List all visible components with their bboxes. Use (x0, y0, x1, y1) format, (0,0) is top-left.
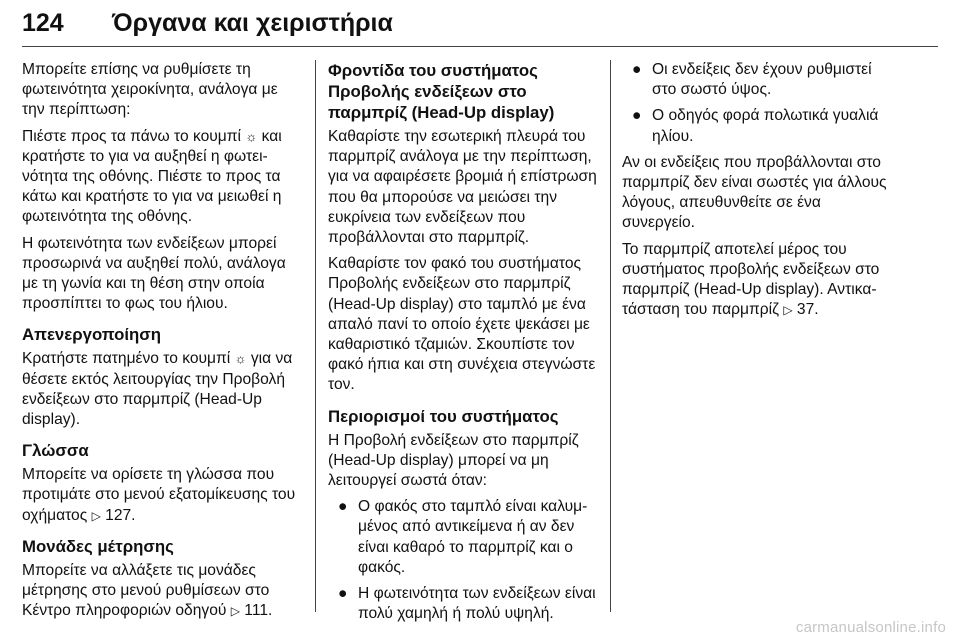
bullet-icon: ● (338, 498, 348, 516)
paragraph-windshield-part: Το παρμπρίζ αποτελεί μέρος του συστήματος προβολής ενδείξεων στο παρμπρίζ (Head-Up display). Αντικατάσταση του παρμπρίζ ▷ 37. (622, 240, 880, 319)
page-header (22, 6, 938, 46)
heading-language: Γλώσσα (22, 441, 89, 461)
list-item: ● Η φωτεινότητα των ενδείξεων είναι πολύ χαμηλή ή πολύ υψηλή. (338, 585, 596, 623)
column-divider-2 (610, 60, 611, 612)
limits-list (328, 497, 608, 624)
heading-deactivation: Απενεργοποίηση (22, 325, 162, 345)
column-divider-1 (315, 60, 316, 612)
heading-system-care: Φροντίδα του συστήματος Προβολής ενδείξεων στο παρμπρίζ (Head-Up display) (328, 61, 555, 122)
paragraph-limits-intro: Η Προβολή ενδείξεων στο παρμπρίζ (Head-Up display) μπορεί να μη λειτουργεί σωστά όταν: (328, 431, 579, 490)
bullet-icon: ● (338, 585, 348, 603)
list-item: ● Ο οδηγός φορά πολωτικά γυαλιά ηλίου. (632, 107, 879, 145)
list-item: ● Οι ενδείξεις δεν έχουν ρυθμιστεί στο σωστό ύψος. (632, 61, 872, 99)
heading-units: Μονάδες μέτρησης (22, 536, 174, 556)
page-ref-link[interactable]: 127. (100, 506, 136, 524)
brightness-icon: ☼ (245, 128, 258, 144)
page-ref-link[interactable]: 111. (239, 602, 273, 620)
watermark: carmanualsonline.info (795, 619, 946, 636)
list-item: ● Ο φακός στο ταμπλό είναι καλυμμένος από αντικείμενα ή αν δεν είναι καθαρό το παρμπρίζ και ο φακός. (338, 498, 588, 576)
heading-system-limits: Περιορισμοί του συστήματος (328, 406, 559, 426)
paragraph-sunlight: Η φωτεινότητα των ενδείξεων μπορεί προσωρινά να αυξηθεί πολύ, ανάλογα με τη γωνία και τη θέση στην οποία προσπίπτει το φως του ήλιου. (22, 234, 286, 313)
paragraph-units: Μπορείτε να αλλάξετε τις μονάδες μέτρησης στο μενού ρυθμίσεων στο Κέντρο πληροφοριών οδηγού ▷ 111. (22, 561, 273, 620)
page-ref-arrow-icon: ▷ (91, 508, 101, 523)
page-ref-arrow-icon: ▷ (783, 303, 793, 318)
paragraph-manual-brightness: Μπορείτε επίσης να ρυθμίσετε τη φωτεινότητα χειροκίνητα, ανάλογα με την περίπτωση: (22, 61, 278, 119)
bullet-icon: ● (632, 107, 642, 125)
header-divider (22, 46, 938, 47)
chapter-title: Όργανα και χειριστήρια (112, 9, 393, 37)
limits-list-continued (622, 60, 892, 147)
bullet-icon: ● (632, 61, 642, 78)
column-left (22, 60, 304, 627)
paragraph-clean-lens: Καθαρίστε τον φακό του συστήματος Προβολής ενδείξεων στο παρμπρίζ (Head-Up display) στο ταμπλό με ένα απαλό πανί το οποίο έχετε ψεκάσει με καθαριστικό τζαμιών. Σκουπίστε τον φακό ήπια και στη συνέχεια στεγνώστε τον. (328, 255, 596, 394)
paragraph-brightness-button: Πιέστε προς τα πάνω το κουμπί ☼ και κρατήστε το για να αυξηθεί η φωτεινότητα της οθόνης. Πιέστε το προς τα κάτω και κρατήστε το για να μειωθεί η φωτεινότητα της οθόνης. (22, 127, 282, 226)
brightness-icon: ☼ (234, 351, 247, 367)
paragraph-language: Μπορείτε να ορίσετε τη γλώσσα που προτιμάτε στο μενού εξατομίκευσης του οχήματος ▷ 127. (22, 466, 296, 524)
paragraph-clean-windshield: Καθαρίστε την εσωτερική πλευρά του παρμπρίζ ανάλογα με την περίπτωση, για να αφαιρέσετε βρομιά ή επίστρωση που θα μπορούσε να μειώσει την ευκρίνεια των ενδείξεων που προβάλλονται στο παρμπρίζ. (328, 128, 597, 247)
paragraph-deactivation: Κρατήστε πατημένο το κουμπί ☼ για να θέσετε εκτός λειτουργίας την Προβολή ενδείξεων στο παρμπρίζ (Head-Up display). (22, 350, 293, 429)
paragraph-workshop: Αν οι ενδείξεις που προβάλλονται στο παρμπρίζ δεν είναι σωστές για άλλους λόγους, απευθυνθείτε σε ένα συνεργείο. (622, 153, 887, 232)
page-ref-arrow-icon: ▷ (230, 604, 240, 619)
page-number: 124 (22, 9, 64, 37)
page-ref-link[interactable]: 37. (792, 301, 819, 319)
column-middle (328, 60, 608, 630)
column-right (622, 60, 892, 326)
